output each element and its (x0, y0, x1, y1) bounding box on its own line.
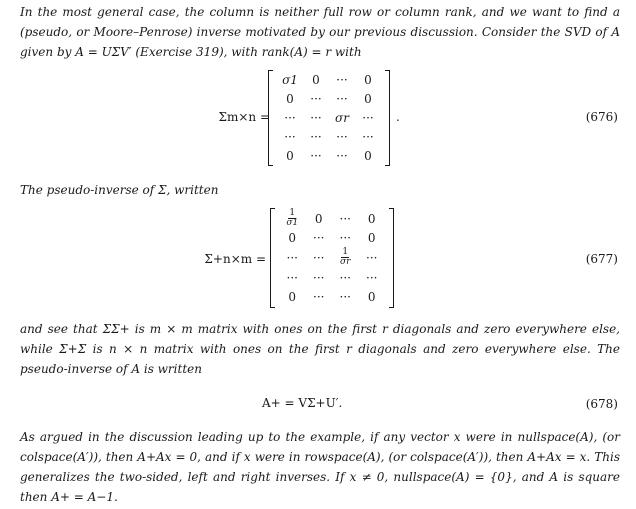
matrix-cell: ··· (336, 73, 348, 88)
conclusion-paragraph: As argued in the discussion leading up to the example, if any vector x were in nullspace(A), (or colspace(A′)), then A+Ax = 0, and if x were in rowspace(A), (or colspace(A′)), then A+Ax = x. This generalizes the two-sided, left and right inverses. If x ≠ 0, nullspace(A) = {0}, and A is square then A+ = A−1. (20, 430, 620, 504)
matrix-cell: ··· (362, 110, 374, 125)
pseudo-inverse-paragraph: The pseudo-inverse of Σ, written (20, 183, 219, 197)
matrix-cell: 0 (364, 73, 372, 88)
matrix-cell: ··· (313, 290, 325, 305)
matrix-cell: 0 (286, 92, 294, 107)
matrix-cell: 0 (288, 290, 297, 305)
matrix-cell: ··· (336, 148, 348, 163)
matrix-cell: ··· (313, 270, 325, 285)
frac-num: 1 (342, 247, 349, 258)
matrix-cell: ··· (284, 129, 296, 144)
frac-den: σ1 (286, 218, 299, 229)
matrix-cell: σ1 (282, 73, 298, 88)
matrix-cell: 0 (367, 290, 376, 305)
eq678-number: (678) (585, 397, 618, 411)
intro-paragraph: In the most general case, the column is neither full row or column rank, and we want to find a (pseudo, or Moore–Penrose) inverse motivated by our previous discussion. Consider the SVD of A given by A = UΣV′ (Exercise 319), with rank(A) = r with (20, 5, 620, 59)
eq677-lhs: Σ+n×m = (204, 252, 266, 266)
eq676-period: . (396, 110, 400, 124)
matrix-cell: σr (335, 110, 349, 125)
matrix-cell: 0 (314, 211, 323, 226)
eq676-lhs: Σm×n = (218, 110, 270, 124)
eq677-number: (677) (585, 252, 618, 266)
matrix-cell: ··· (310, 110, 322, 125)
matrix-cell: ··· (310, 129, 322, 144)
matrix-cell: 0 (288, 231, 297, 246)
matrix-cell: ··· (313, 231, 325, 246)
matrix-cell: 0 (367, 231, 376, 246)
frac-den: σr (340, 257, 351, 268)
matrix-cell: ··· (366, 270, 378, 285)
eq676-number: (676) (585, 110, 618, 124)
matrix-cell: ··· (284, 110, 296, 125)
matrix-cell: 0 (364, 148, 372, 163)
matrix-cell: ··· (366, 250, 378, 265)
matrix-cell: ··· (336, 92, 348, 107)
matrix-cell: ··· (310, 92, 322, 107)
matrix-cell: ··· (286, 250, 298, 265)
sigma-plus-matrix (270, 208, 394, 308)
matrix-cell: ··· (339, 290, 351, 305)
matrix-cell: 0 (364, 92, 372, 107)
matrix-cell: ··· (313, 250, 325, 265)
matrix-cell-frac (279, 209, 306, 229)
matrix-cell: ··· (336, 129, 348, 144)
matrix-cell: ··· (339, 270, 351, 285)
frac-num: 1 (289, 208, 296, 219)
matrix-cell: 0 (367, 211, 376, 226)
matrix-cell: ··· (362, 129, 374, 144)
matrix-cell: ··· (339, 211, 351, 226)
matrix-cell: ··· (310, 148, 322, 163)
eq678-expression: A+ = VΣ+U′. (262, 396, 343, 410)
sigma-matrix (268, 70, 390, 166)
matrix-cell: ··· (286, 270, 298, 285)
matrix-cell: 0 (312, 73, 320, 88)
matrix-cell-frac (332, 248, 359, 268)
matrix-cell: ··· (339, 231, 351, 246)
matrix-cell: 0 (286, 148, 294, 163)
sigma-products-paragraph: and see that ΣΣ+ is m × m matrix with ones on the first r diagonals and zero everywhere else, while Σ+Σ is n × n matrix with ones on the first r diagonals and zero everywhere else. The pseudo-inverse of A is written (20, 322, 620, 376)
